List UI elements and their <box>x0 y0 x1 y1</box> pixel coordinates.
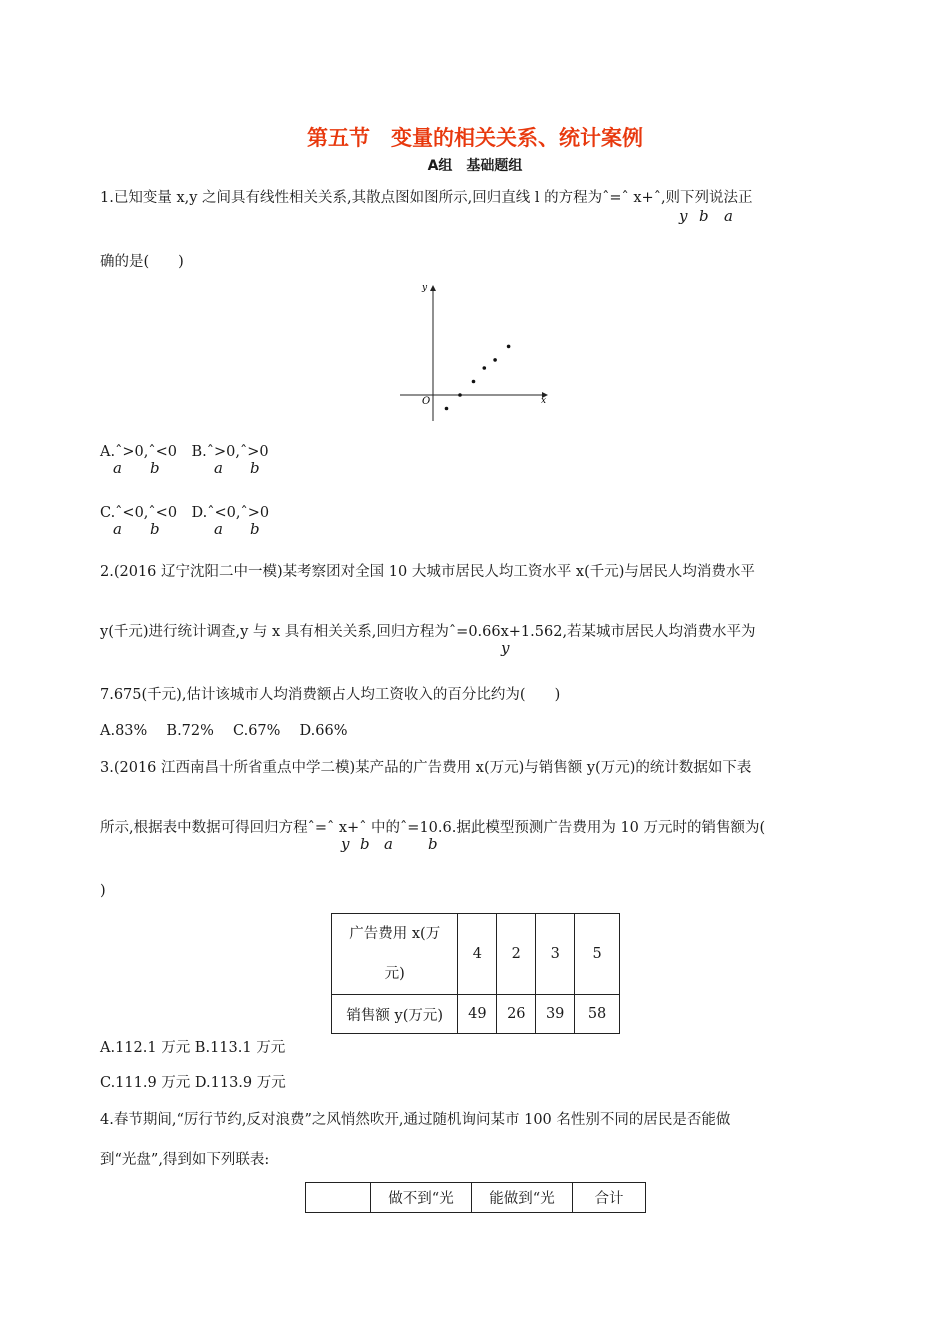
q2-line3: 7.675(千元),估计该城市人均消费额占人均工资收入的百分比约为( ) <box>100 687 561 703</box>
q1-sub-b: b <box>699 207 709 225</box>
q3-data-table <box>331 913 620 1034</box>
q1-opt-sub-a4: a <box>214 520 223 538</box>
q1-options-ab: A.ˆ>0,ˆ<0 B.ˆ>0,ˆ>0 <box>100 444 269 460</box>
table-cell: 58 <box>575 995 620 1034</box>
y-axis-label: y <box>422 283 428 293</box>
table-cell: 49 <box>458 995 497 1034</box>
q2-line2: y(千元)进行统计调查,y 与 x 具有相关关系,回归方程为ˆ=0.66x+1.562,若某城市居民人均消费水平为 <box>100 624 756 640</box>
x-axis-label: x <box>541 396 547 406</box>
q1-sub-a: a <box>724 207 733 225</box>
q1-opt-sub-b2: b <box>250 459 260 477</box>
table-cell: 26 <box>497 995 536 1034</box>
q3-sub-b2: b <box>428 835 438 853</box>
q3-options-cd: C.111.9 万元 D.113.9 万元 <box>100 1075 286 1091</box>
q3-sub-y: y <box>341 835 350 853</box>
table-cell-label: 销售额 y(万元) <box>332 995 458 1034</box>
q3-sub-a: a <box>384 835 393 853</box>
q4-contingency-table <box>305 1182 646 1213</box>
table-row <box>332 995 620 1034</box>
scatter-point-6 <box>507 345 511 349</box>
table-header-cell: 合计 <box>573 1183 646 1213</box>
table-header-cell: 做不到“光 <box>371 1183 472 1213</box>
q2-line1: 2.(2016 辽宁沈阳二中一模)某考察团对全国 10 大城市居民人均工资水平 x(千元)与居民人均消费水平 <box>100 564 755 580</box>
q1-opt-sub-b1: b <box>150 459 160 477</box>
table-row <box>306 1183 646 1213</box>
table-cell: 4 <box>458 914 497 995</box>
table-row <box>332 914 620 995</box>
q3-line2: 所示,根据表中数据可得回归方程ˆ=ˆ x+ˆ 中的ˆ=10.6.据此模型预测广告费用为 10 万元时的销售额为( <box>100 820 766 836</box>
scatter-points <box>445 345 511 411</box>
scatter-point-3 <box>472 380 476 384</box>
q1-opt-sub-b4: b <box>250 520 260 538</box>
scatter-point-5 <box>493 358 497 362</box>
origin-label: O <box>422 396 431 407</box>
table-cell: 3 <box>536 914 575 995</box>
q3-line3: ) <box>100 883 106 899</box>
q2-options: A.83% B.72% C.67% D.66% <box>100 723 348 739</box>
q3-line1: 3.(2016 江西南昌十所省重点中学二模)某产品的广告费用 x(万元)与销售额 y(万元)的统计数据如下表 <box>100 760 752 776</box>
q4-line1: 4.春节期间,“厉行节约,反对浪费”之风悄然吹开,通过随机询问某市 100 名性别不同的居民是否能做 <box>100 1112 731 1128</box>
q3-sub-b: b <box>360 835 370 853</box>
table-cell-label: 广告费用 x(万 元) <box>332 914 458 995</box>
scatter-point-1 <box>445 407 449 411</box>
section-subtitle: A组 基础题组 <box>427 158 523 174</box>
scatter-plot <box>395 278 555 426</box>
q1-line1: 1.已知变量 x,y 之间具有线性相关关系,其散点图如图所示,回归直线 l 的方程为ˆ=ˆ x+ˆ,则下列说法正 <box>100 190 753 206</box>
table-cell: 39 <box>536 995 575 1034</box>
q1-opt-sub-a3: a <box>113 520 122 538</box>
q1-opt-sub-a1: a <box>113 459 122 477</box>
page-title: 第五节 变量的相关关系、统计案例 <box>307 126 643 150</box>
scatter-point-4 <box>483 366 487 370</box>
q1-options-cd: C.ˆ<0,ˆ<0 D.ˆ<0,ˆ>0 <box>100 505 270 521</box>
scatter-point-2 <box>458 393 462 397</box>
q2-sub-y: y <box>501 639 510 657</box>
q3-options-ab: A.112.1 万元 B.113.1 万元 <box>100 1040 286 1056</box>
q1-line2: 确的是( ) <box>100 254 184 270</box>
table-header-cell: 能做到“光 <box>472 1183 573 1213</box>
table-cell: 5 <box>575 914 620 995</box>
q1-opt-sub-b3: b <box>150 520 160 538</box>
q1-sub-y: y <box>679 207 688 225</box>
q4-line2: 到“光盘”,得到如下列联表: <box>100 1152 270 1168</box>
table-cell: 2 <box>497 914 536 995</box>
table-header-cell <box>306 1183 371 1213</box>
q1-opt-sub-a2: a <box>214 459 223 477</box>
